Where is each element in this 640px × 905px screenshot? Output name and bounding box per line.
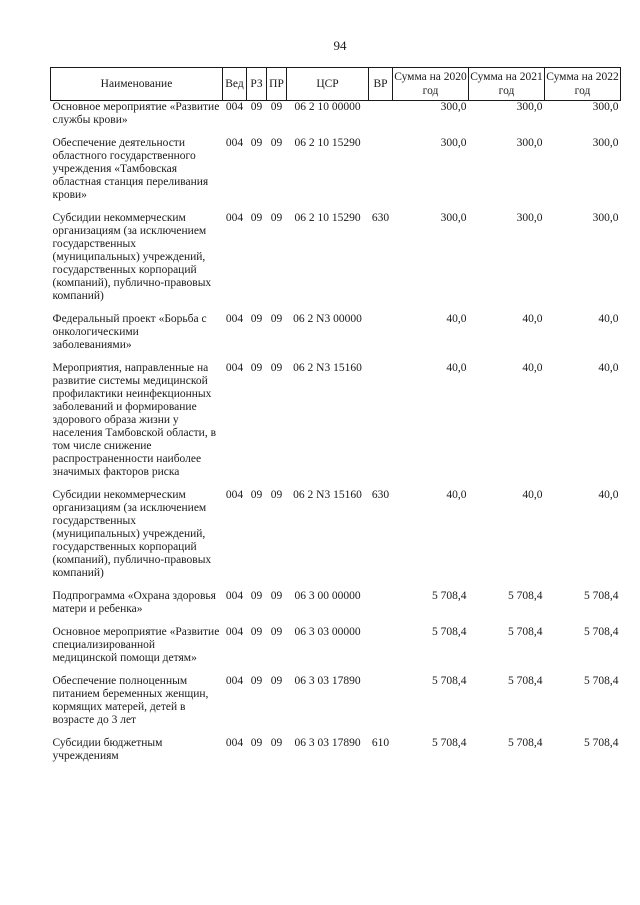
table-row [51, 212, 621, 313]
cell-vr: 630 [371, 212, 390, 224]
cell-rz: 09 [250, 675, 263, 687]
cell-name: Обеспечение деятельности областного государственного учреждения «Тамбовская областная станция переливания крови» [52, 137, 209, 201]
cell-rz: 09 [250, 137, 263, 149]
cell-sum-2022: 300,0 [592, 212, 619, 224]
page-number: 94 [333, 38, 347, 53]
cell-rz: 09 [250, 101, 263, 113]
cell-sum-2021: 40,0 [522, 362, 543, 374]
cell-ved: 004 [225, 101, 244, 113]
header-sum-2022: Сумма на 2022 год [545, 68, 621, 101]
cell-sum-2021: 40,0 [522, 489, 543, 501]
budget-table [50, 67, 621, 773]
cell-csr: 06 3 03 17890 [294, 737, 361, 749]
table-row [51, 313, 621, 362]
cell-pr: 09 [270, 626, 283, 638]
cell-sum-2022: 300,0 [592, 137, 619, 149]
cell-sum-2022: 5 708,4 [584, 590, 619, 602]
cell-pr: 09 [270, 675, 283, 687]
cell-sum-2021: 40,0 [522, 313, 543, 325]
cell-vr: 630 [371, 489, 390, 501]
cell-rz: 09 [250, 626, 263, 638]
cell-name: Основное мероприятие «Развитие специализированной медицинской помощи детям» [52, 626, 220, 664]
cell-sum-2020: 5 708,4 [432, 737, 467, 749]
cell-rz: 09 [250, 489, 263, 501]
table-row [51, 590, 621, 626]
cell-name: Субсидии некоммерческим организациям (за исключением государственных (муниципальных) учреждений, государственных корпораций (компаний), публично-правовых компаний) [52, 489, 212, 579]
cell-sum-2020: 300,0 [440, 212, 467, 224]
cell-name: Мероприятия, направленные на развитие системы медицинской профилактики неинфекционных заболеваний и формирование здорового образа жизни у населения Тамбовской области, в том числе снижение распространенности наиболее значимых факторов риска [52, 362, 217, 478]
cell-rz: 09 [250, 212, 263, 224]
cell-name: Основное мероприятие «Развитие службы крови» [52, 101, 220, 126]
cell-pr: 09 [270, 362, 283, 374]
cell-rz: 09 [250, 362, 263, 374]
cell-sum-2022: 40,0 [598, 362, 619, 374]
cell-vr [369, 590, 393, 626]
table-row [51, 101, 621, 138]
cell-ved: 004 [225, 737, 244, 749]
cell-csr: 06 2 N3 00000 [293, 313, 362, 325]
cell-name: Субсидии бюджетным учреждениям [52, 737, 163, 762]
cell-vr [369, 675, 393, 737]
cell-vr [369, 626, 393, 675]
cell-name: Подпрограмма «Охрана здоровья матери и ребенка» [52, 590, 216, 615]
cell-pr: 09 [270, 737, 283, 749]
cell-sum-2021: 300,0 [516, 212, 543, 224]
cell-sum-2021: 300,0 [516, 101, 543, 113]
cell-name: Федеральный проект «Борьба с онкологическими заболеваниями» [52, 313, 207, 351]
cell-ved: 004 [225, 590, 244, 602]
table-row [51, 137, 621, 212]
cell-sum-2022: 5 708,4 [584, 675, 619, 687]
cell-sum-2022: 5 708,4 [584, 737, 619, 749]
cell-csr: 06 2 10 00000 [294, 101, 361, 113]
header-rz: РЗ [247, 68, 267, 101]
table-row [51, 675, 621, 737]
header-name: Наименование [51, 68, 223, 101]
cell-vr [369, 362, 393, 489]
cell-sum-2022: 300,0 [592, 101, 619, 113]
cell-sum-2020: 300,0 [440, 137, 467, 149]
cell-ved: 004 [225, 675, 244, 687]
cell-csr: 06 3 03 17890 [294, 675, 361, 687]
cell-csr: 06 3 03 00000 [294, 626, 361, 638]
cell-vr [369, 313, 393, 362]
cell-csr: 06 2 10 15290 [294, 137, 361, 149]
cell-pr: 09 [270, 590, 283, 602]
cell-rz: 09 [250, 737, 263, 749]
table-row [51, 489, 621, 590]
header-csr: ЦСР [287, 68, 369, 101]
header-ved: Вед [223, 68, 247, 101]
header-sum-2021: Сумма на 2021 год [469, 68, 545, 101]
cell-sum-2020: 40,0 [446, 489, 467, 501]
cell-name: Обеспечение полноценным питанием беременных женщин, кормящих матерей, детей в возрасте до 3 лет [52, 675, 209, 726]
header-sum-2020: Сумма на 2020 год [393, 68, 469, 101]
cell-sum-2021: 5 708,4 [508, 675, 543, 687]
table-row [51, 362, 621, 489]
cell-sum-2020: 5 708,4 [432, 590, 467, 602]
cell-name: Субсидии некоммерческим организациям (за исключением государственных (муниципальных) учреждений, государственных корпораций (компаний), публично-правовых компаний) [52, 212, 212, 302]
table-row [51, 737, 621, 773]
cell-ved: 004 [225, 313, 244, 325]
cell-csr: 06 2 N3 15160 [293, 489, 362, 501]
cell-sum-2022: 40,0 [598, 489, 619, 501]
cell-ved: 004 [225, 362, 244, 374]
cell-sum-2021: 5 708,4 [508, 590, 543, 602]
cell-pr: 09 [270, 137, 283, 149]
cell-sum-2021: 300,0 [516, 137, 543, 149]
cell-rz: 09 [250, 590, 263, 602]
cell-pr: 09 [270, 313, 283, 325]
cell-vr: 610 [371, 737, 390, 749]
table-row [51, 626, 621, 675]
table-header-row [51, 68, 621, 101]
cell-csr: 06 3 00 00000 [294, 590, 361, 602]
cell-ved: 004 [225, 137, 244, 149]
header-vr: ВР [369, 68, 393, 101]
cell-vr [369, 101, 393, 138]
cell-sum-2020: 5 708,4 [432, 626, 467, 638]
cell-sum-2021: 5 708,4 [508, 626, 543, 638]
cell-sum-2020: 40,0 [446, 313, 467, 325]
cell-sum-2022: 40,0 [598, 313, 619, 325]
header-pr: ПР [267, 68, 287, 101]
cell-sum-2020: 5 708,4 [432, 675, 467, 687]
cell-sum-2020: 40,0 [446, 362, 467, 374]
cell-pr: 09 [270, 212, 283, 224]
cell-csr: 06 2 10 15290 [294, 212, 361, 224]
cell-sum-2020: 300,0 [440, 101, 467, 113]
cell-rz: 09 [250, 313, 263, 325]
cell-ved: 004 [225, 626, 244, 638]
cell-vr [369, 137, 393, 212]
cell-sum-2021: 5 708,4 [508, 737, 543, 749]
table-body [51, 101, 621, 774]
cell-pr: 09 [270, 489, 283, 501]
cell-sum-2022: 5 708,4 [584, 626, 619, 638]
cell-pr: 09 [270, 101, 283, 113]
cell-csr: 06 2 N3 15160 [293, 362, 362, 374]
cell-ved: 004 [225, 489, 244, 501]
cell-ved: 004 [225, 212, 244, 224]
